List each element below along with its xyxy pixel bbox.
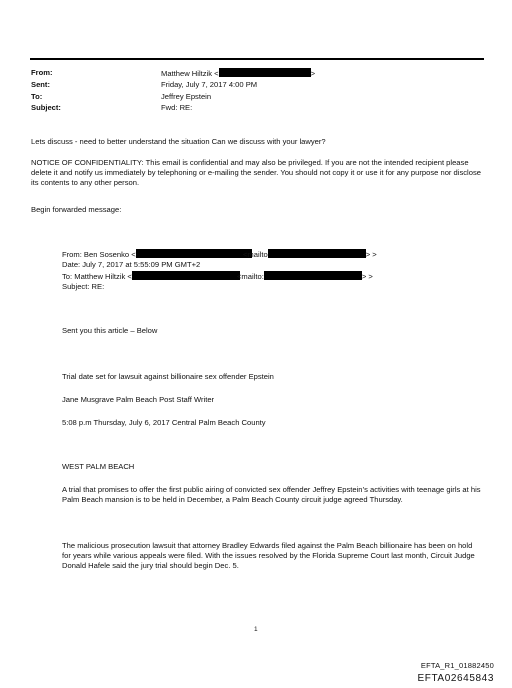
sent-value: Friday, July 7, 2017 4:00 PM — [161, 80, 258, 89]
article-byline: Jane Musgrave Palm Beach Post Staff Writer — [62, 395, 215, 404]
page-number: 1 — [254, 626, 258, 633]
redaction-block — [219, 68, 311, 77]
article-paragraph-1: A trial that promises to offer the first public airing of convicted sex offender Jeffrey Epstein’s activities with teenage girls at his Palm Beach mansion is to be held in December, a Palm Beach County circuit judge agreed Thursday. — [62, 485, 481, 504]
confidentiality-notice: NOTICE OF CONFIDENTIALITY: This email is confidential and may also be privileged. If you are not the intended recipient please delete it and notify us immediately by telephoning or e-mailing the sender. You should not copy it or use it for any purpose nor disclose its contents to any other person. — [31, 158, 481, 187]
article-headline: Trial date set for lawsuit against billionaire sex offender Epstein — [62, 372, 274, 381]
header-rule — [30, 58, 484, 60]
redaction-block — [268, 249, 366, 258]
begin-forwarded: Begin forwarded message: — [31, 205, 122, 214]
footer-id-1: EFTA_R1_01882450 — [420, 661, 494, 670]
article-dateline: 5:08 p.m Thursday, July 6, 2017 Central Palm Beach County — [62, 418, 266, 427]
article-location: WEST PALM BEACH — [62, 462, 135, 471]
sent-label: Sent: — [31, 80, 50, 89]
forwarded-date: Date: July 7, 2017 at 5:55:09 PM GMT+2 — [62, 260, 201, 269]
from-label: From: — [31, 68, 53, 77]
to-value: Jeffrey Epstein — [161, 92, 212, 101]
footer-id-2: EFTA02645843 — [417, 673, 494, 684]
forwarded-from: From: Ben Sosenko < — [62, 249, 252, 260]
intro-text: Lets discuss - need to better understand the situation Can we discuss with your lawyer? — [31, 137, 326, 146]
to-label: To: — [31, 92, 43, 101]
forwarded-from-mailto: <mailto > > — [243, 250, 377, 259]
redaction-block — [264, 271, 362, 280]
redaction-block — [132, 271, 240, 280]
forwarded-to: To: Matthew Hiltzik < — [62, 271, 240, 282]
article-paragraph-2: The malicious prosecution lawsuit that attorney Bradley Edwards filed against the Palm Beach billionaire has been on hold for years while various appeals were filed. With the issues resolved by the Florida Supreme Court last month, Circuit Judge Donald Hafele said the jury trial should begin Dec. 5. — [62, 541, 475, 570]
redaction-block — [136, 249, 252, 258]
forwarded-subject: Subject: RE: — [62, 282, 105, 291]
from-value: Matthew Hiltzik < > — [161, 69, 316, 78]
subject-label: Subject: — [31, 103, 61, 112]
subject-value: Fwd: RE: — [161, 103, 193, 112]
forwarded-to-mailto: <mailto: > > — [237, 272, 373, 281]
sent-note: Sent you this article – Below — [62, 326, 158, 335]
